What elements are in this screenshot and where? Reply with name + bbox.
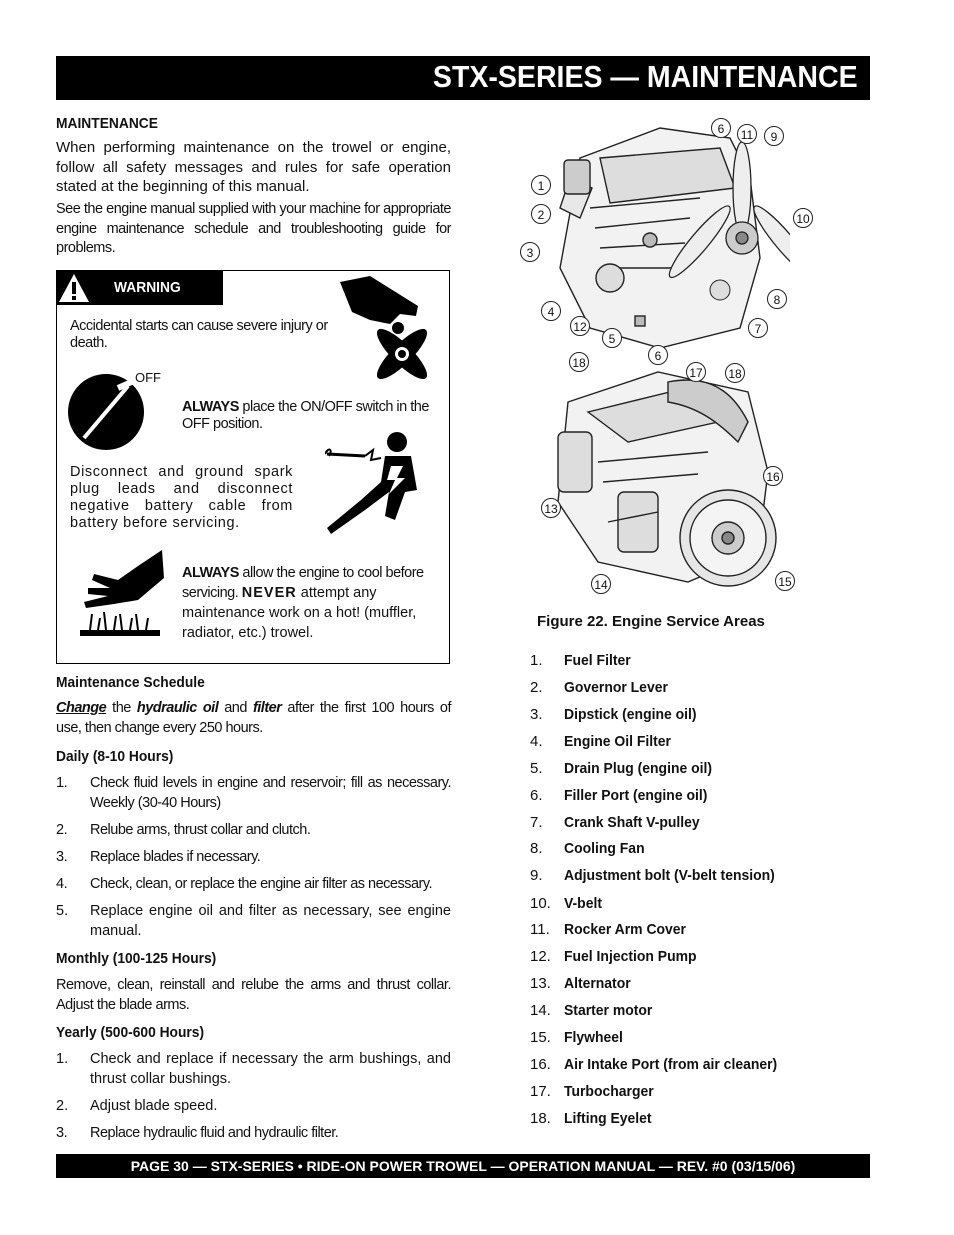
yearly-heading: Yearly (500-600 Hours) [56, 1024, 205, 1041]
part-number: 6. [530, 787, 543, 804]
always-off-rest: place the ON/OFF switch in the OFF position. [182, 399, 429, 432]
part-name: Alternator [564, 975, 631, 992]
monthly-text: Remove, clean, reinstall and relube the arms and thrust collar. Adjust the blade arms. [56, 977, 451, 1013]
item-text: Adjust blade speed. [90, 1098, 218, 1114]
monthly-heading: Monthly (100-125 Hours) [56, 950, 217, 967]
item-text: Replace blades if necessary. [90, 849, 261, 865]
change-word: Change [56, 700, 107, 716]
callout: 8 [767, 289, 787, 309]
part-name: Fuel Filter [564, 652, 631, 669]
part-name: Governor Lever [564, 679, 668, 696]
and-word: and [218, 700, 253, 716]
part-number: 4. [530, 733, 543, 750]
callout: 18 [569, 352, 589, 372]
schedule-change-rest: after the first 100 hours of use, then change every 250 hours. [56, 700, 451, 736]
part-number: 3. [530, 706, 543, 723]
callout: 14 [591, 574, 611, 594]
always-off-text [182, 399, 440, 433]
callout: 18 [725, 363, 745, 383]
maintenance-heading: MAINTENANCE [56, 115, 158, 132]
item-text: Relube arms, thrust collar and clutch. [90, 822, 311, 838]
callout: 15 [775, 571, 795, 591]
always-bold-1: ALWAYS [182, 399, 239, 415]
always-cool-rest: attempt any maintenance work on a hot! (muffler, radiator, etc.) trowel. [182, 585, 417, 641]
never-bold: NEVER [241, 585, 297, 601]
maintenance-para-1: When performing maintenance on the trowel or engine, follow all safety messages and rules for safe operation stated at the beginning of this manual. [56, 139, 451, 195]
the-word: the [106, 700, 137, 716]
page-footer [56, 1154, 870, 1178]
part-name: Fuel Injection Pump [564, 948, 697, 965]
part-number: 7. [530, 814, 543, 831]
off-label: OFF [135, 370, 161, 385]
callout: 13 [541, 498, 561, 518]
item-number: 3. [56, 1125, 68, 1141]
part-number: 1. [530, 652, 543, 669]
item-number: 5. [56, 903, 69, 919]
footer-text: PAGE 30 — STX-SERIES • RIDE-ON POWER TROWEL — OPERATION MANUAL — REV. #0 (03/15/06) [130, 1158, 796, 1174]
item-number: 3. [56, 849, 68, 865]
item-text: Check and replace if necessary the arm bushings, and thrust collar bushings. [90, 1051, 451, 1087]
callout: 5 [602, 328, 622, 348]
item-number: 2. [56, 822, 68, 838]
part-number: 10. [530, 895, 551, 912]
part-number: 16. [530, 1056, 551, 1073]
always-cool-text [182, 563, 434, 643]
part-name: Drain Plug (engine oil) [564, 760, 713, 777]
part-number: 15. [530, 1029, 551, 1046]
part-number: 8. [530, 840, 543, 857]
part-number: 17. [530, 1083, 551, 1100]
part-name: Filler Port (engine oil) [564, 787, 708, 804]
part-number: 5. [530, 760, 543, 777]
daily-heading: Daily (8-10 Hours) [56, 748, 174, 765]
callout: 17 [686, 362, 706, 382]
disconnect-text: Disconnect and ground spark plug leads and disconnect negative battery cable from battery before servicing. [70, 464, 293, 531]
part-name: Turbocharger [564, 1083, 654, 1100]
schedule-change-text [56, 699, 451, 738]
warning-triangle-icon [57, 271, 107, 305]
callout: 6 [711, 118, 731, 138]
part-number: 9. [530, 867, 543, 884]
warning-tab [57, 271, 223, 305]
part-number: 12. [530, 948, 551, 965]
item-text: Replace hydraulic fluid and hydraulic filter. [90, 1125, 339, 1141]
part-name: Rocker Arm Cover [564, 921, 686, 938]
hot-surface-hand-icon [78, 548, 168, 640]
page-title-bar [56, 56, 870, 100]
part-name: Adjustment bolt (V-belt tension) [564, 867, 775, 884]
part-name: Flywheel [564, 1029, 623, 1046]
item-number: 1. [56, 775, 68, 791]
part-name: Crank Shaft V-pulley [564, 814, 700, 831]
callout: 2 [531, 204, 551, 224]
callout: 12 [570, 316, 590, 336]
callout: 9 [764, 126, 784, 146]
part-number: 18. [530, 1110, 551, 1127]
filter-word: filter [252, 700, 282, 716]
callout: 7 [748, 318, 768, 338]
electric-shock-icon [325, 430, 441, 540]
part-name: V-belt [564, 895, 602, 912]
part-name: Starter motor [564, 1002, 653, 1019]
part-number: 14. [530, 1002, 551, 1019]
warning-accidental-text: Accidental starts can cause severe injury or death. [70, 318, 328, 351]
always-bold-2: ALWAYS [182, 565, 239, 581]
part-name: Engine Oil Filter [564, 733, 671, 750]
part-name: Dipstick (engine oil) [564, 706, 697, 723]
callout: 3 [520, 242, 540, 262]
figure-caption: Figure 22. Engine Service Areas [537, 613, 765, 630]
item-number: 1. [56, 1051, 69, 1067]
part-name: Air Intake Port (from air cleaner) [564, 1056, 778, 1073]
always-cool-mid: allow the engine to cool before servicing. [182, 565, 424, 601]
hand-fan-hazard-icon [330, 276, 440, 392]
part-number: 11. [530, 921, 550, 938]
item-text: Check, clean, or replace the engine air filter as necessary. [90, 876, 433, 892]
callout: 1 [531, 175, 551, 195]
part-name: Cooling Fan [564, 840, 645, 857]
maintenance-para-2: See the engine manual supplied with your machine for appropriate engine maintenance schedule and troubleshooting guide for problems. [56, 201, 451, 256]
part-name: Lifting Eyelet [564, 1110, 652, 1127]
callout: 4 [541, 301, 561, 321]
page-title: STX-SERIES — MAINTENANCE [433, 59, 858, 94]
part-number: 2. [530, 679, 543, 696]
warning-label: WARNING [114, 279, 181, 296]
item-number: 2. [56, 1098, 69, 1114]
callout: 16 [763, 466, 783, 486]
engine-bottom-illustration [548, 362, 798, 596]
hydraulic-oil-word: hydraulic oil [136, 700, 219, 716]
callout: 10 [793, 208, 813, 228]
item-text: Replace engine oil and filter as necessary, see engine manual. [90, 903, 451, 939]
schedule-heading: Maintenance Schedule [56, 674, 205, 691]
part-number: 13. [530, 975, 551, 992]
item-number: 4. [56, 876, 68, 892]
callout: 6 [648, 345, 668, 365]
callout: 11 [737, 124, 757, 144]
item-text: Check fluid levels in engine and reservoir; fill as necessary. Weekly (30-40 Hours) [90, 775, 451, 811]
